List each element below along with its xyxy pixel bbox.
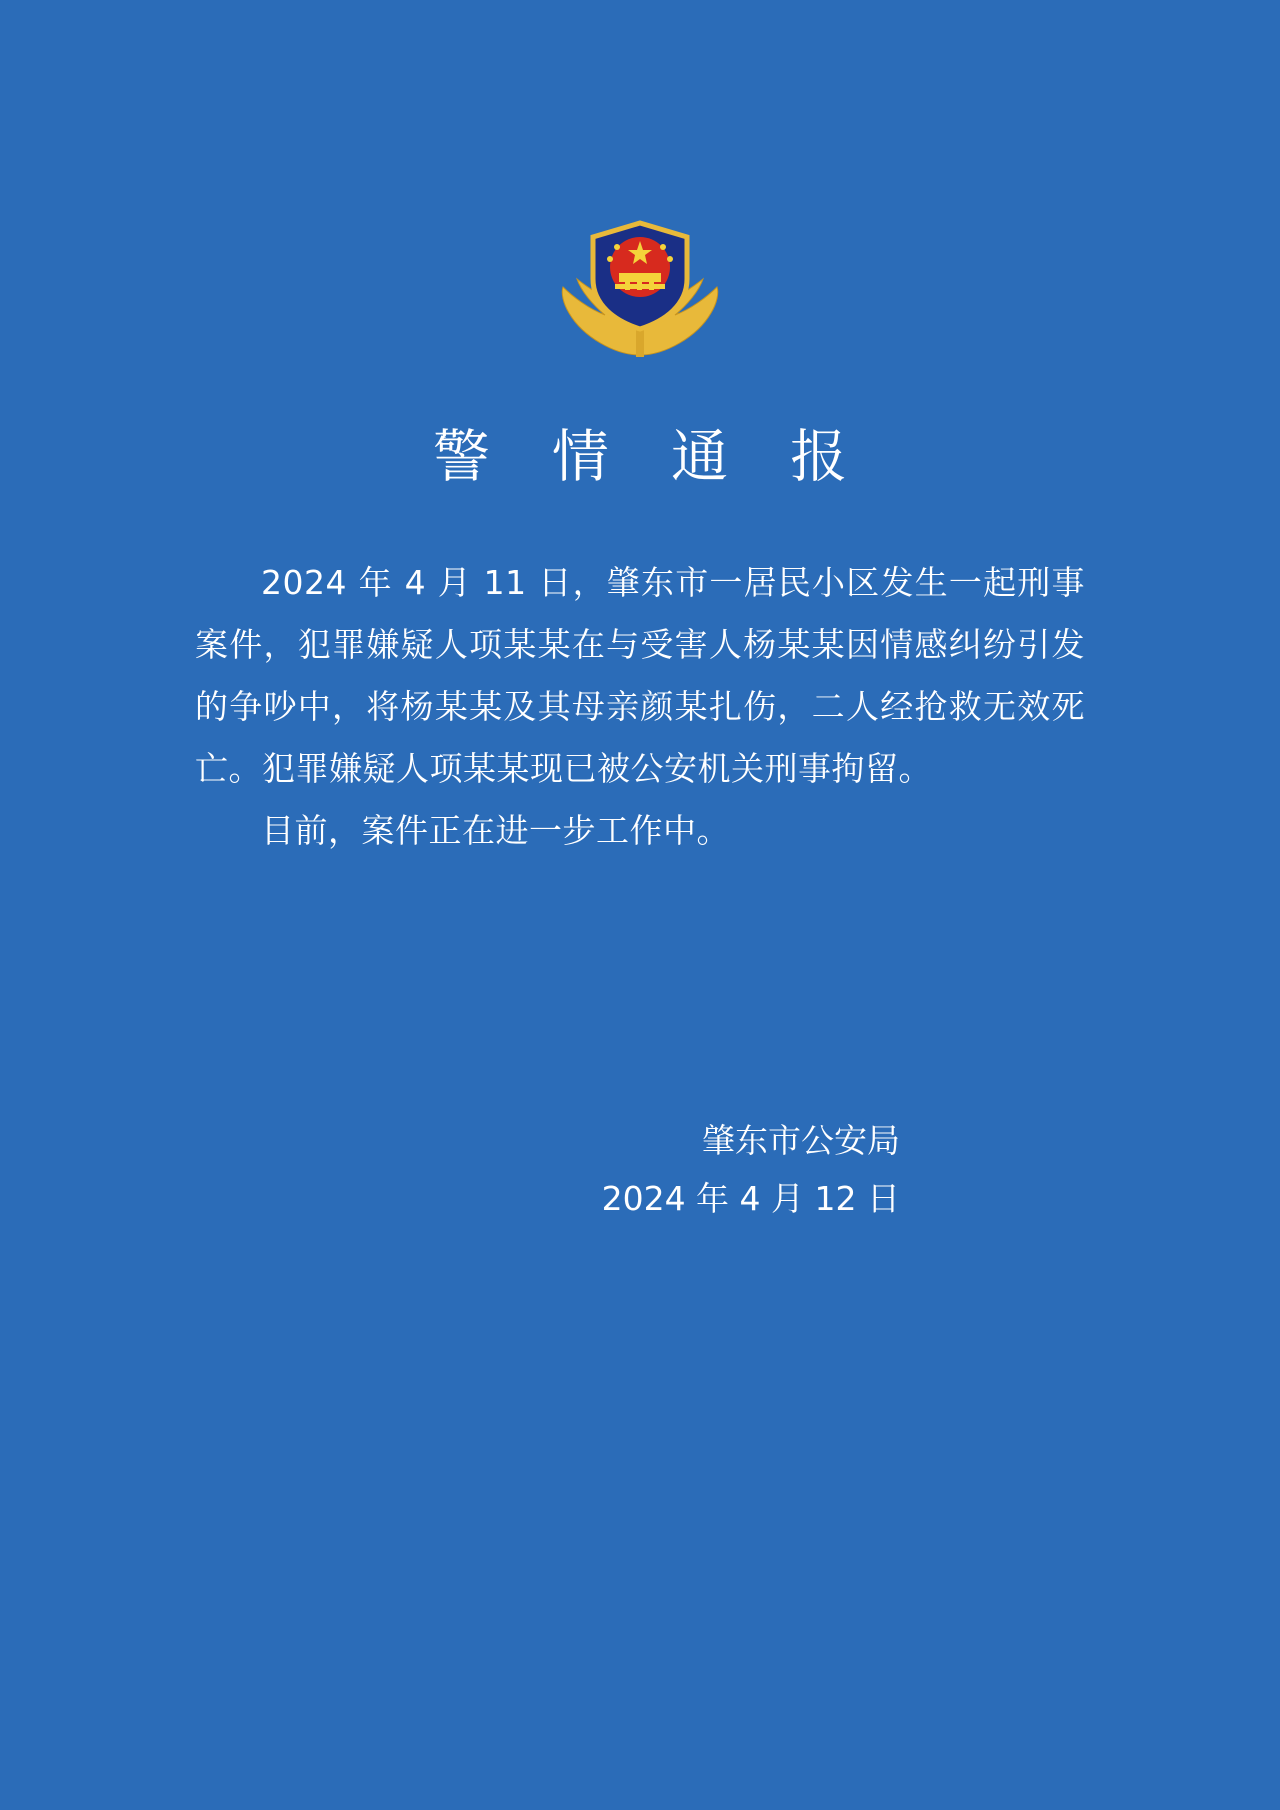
page-title: 警 情 通 报 (432, 424, 870, 490)
emblem-container (195, 0, 1085, 365)
china-police-badge-icon (555, 205, 725, 365)
notice-paragraph-2: 目前，案件正在进一步工作中。 (261, 811, 730, 851)
signature-organization: 肇东市公安局 (702, 1121, 900, 1161)
notice-paragraph-1: 2024 年 4 月 11 日，肇东市一居民小区发生一起刑事案件，犯罪嫌疑人项某某在与受害人杨某某因情感纠纷引发的争吵中，将杨某某及其母亲颜某扎伤，二人经抢救无效死亡。犯罪嫌疑人项某某现已被公安机关刑事拘留。 (195, 563, 1085, 789)
signature-date: 2024 年 4 月 12 日 (601, 1179, 900, 1219)
notice-body (195, 552, 1085, 862)
signature-block (195, 1112, 1085, 1228)
